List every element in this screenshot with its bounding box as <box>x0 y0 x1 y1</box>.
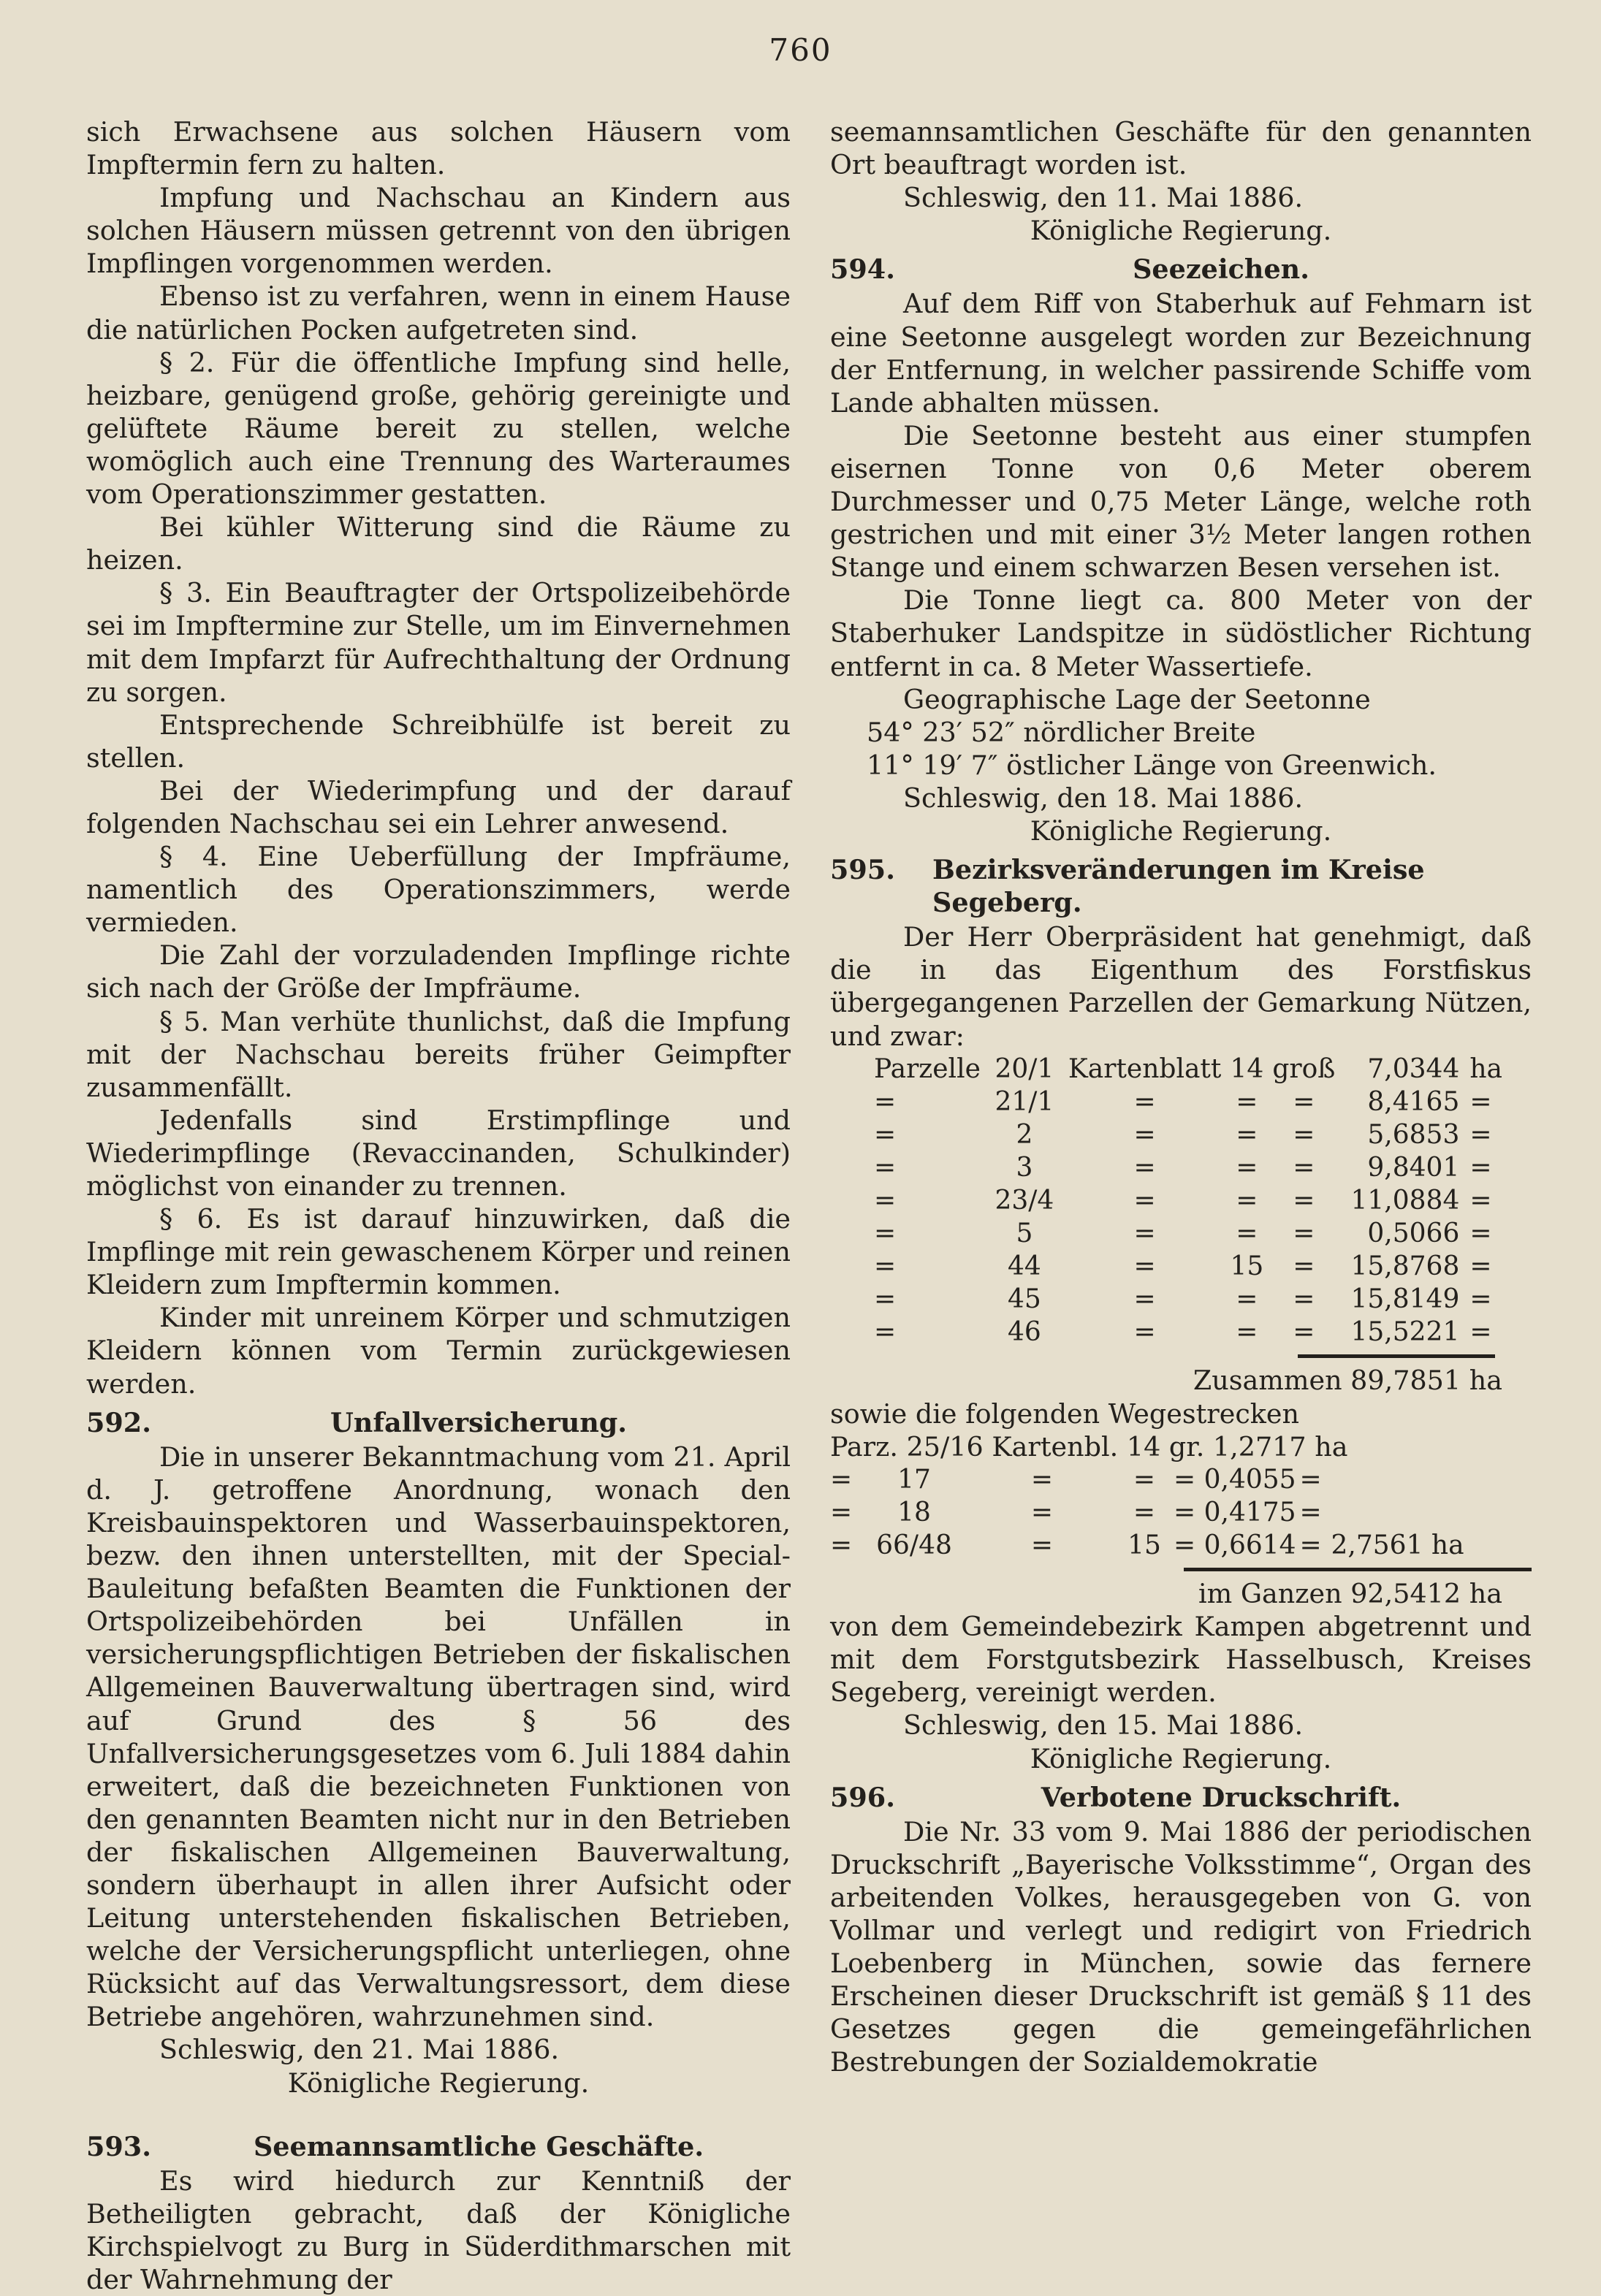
table-cell: = <box>874 1186 897 1216</box>
signature-place-date: Schleswig, den 18. Mai 1886. <box>903 782 1304 814</box>
paragraph: § 6. Es ist darauf hinzuwirken, daß die Impflinge mit rein gewaschenem Körper und reinen Kleidern zum Impftermin kommen. <box>86 1203 791 1301</box>
paragraph: Die Seetonne besteht aus einer stumpfen eisernen Tonne von 0,6 Meter oberem Durchmesser und 0,75 Meter Länge, welche roth gestrichen und mit einer 3½ Meter langen rothen Stange und einem schwarzen Besen versehen ist. <box>830 419 1532 584</box>
table-cell: = <box>1293 1218 1315 1249</box>
table-cell: = <box>1469 1119 1492 1150</box>
table-row <box>830 1151 1521 1184</box>
table-cell: 14 <box>1230 1053 1264 1084</box>
table-cell: = <box>1133 1152 1156 1183</box>
table-cell: = <box>830 1530 853 1560</box>
table-cell: 5 <box>1016 1218 1033 1249</box>
table-cell: 45 <box>1007 1284 1041 1315</box>
table-row <box>830 1086 1521 1118</box>
table-cell: = <box>1236 1152 1258 1183</box>
section-number: 594. <box>830 253 895 286</box>
table-cell: = <box>830 1497 853 1528</box>
table-row <box>830 1053 1521 1086</box>
table-row <box>830 1529 1464 1562</box>
table-cell: = <box>874 1086 897 1117</box>
table-cell: = <box>1293 1086 1315 1117</box>
table-cell: = <box>1293 1119 1315 1150</box>
table-cell: 17 <box>897 1464 931 1495</box>
paragraph: Die in unserer Bekanntmachung vom 21. April d. J. getroffene Anordnung, wonach den Kreisbauinspektoren und Wasserbauinspektoren, bezw. den ihnen unterstellten, mit der Special-Bauleitung befaßten Beamten die Funktionen der Ortspolizeibehörden bei Unfällen in versicherungspflichtigen Betrieben der fiskalischen Allgemeinen Bauverwaltung übertragen sind, wird auf Grund des § 56 des Unfallversicherungsgesetzes vom 6. Juli 1884 dahin erweitert, daß die bezeichneten Funktionen von den genannten Beamten nicht nur in den Betrieben der fiskalischen Allgemeinen Bauverwaltung, sondern überhaupt in allen ihrer Aufsicht oder Leitung unterstehenden fiskalischen Betrieben, welche der Versicherungspflicht unterliegen, ohne Rücksicht auf das Verwaltungsressort, dem diese Betriebe angehören, wahrzunehmen sind. <box>86 1441 791 2033</box>
paragraph: § 3. Ein Beauftragter der Ortspolizeibehörde sei im Impftermine zur Stelle, um im Einvernehmen mit dem Impfarzt für Aufrechthaltung der Ordnung zu sorgen. <box>86 577 791 708</box>
table-cell: = <box>1293 1152 1315 1183</box>
paragraph: Jedenfalls sind Erstimpflinge und Wiederimpflinge (Revaccinanden, Schulkinder) möglichst von einander zu trennen. <box>86 1104 791 1202</box>
table-cell: = <box>1133 1218 1156 1249</box>
table-cell: = <box>1469 1086 1492 1117</box>
section-heading-595 <box>830 853 1532 919</box>
paragraph: Die Nr. 33 vom 9. Mai 1886 der periodischen Druckschrift „Bayerische Volksstimme“, Organ des arbeitenden Volkes, herausgegeben von G. von Vollmar und verlegt und redigirt von Friedrich Loebenberg in München, sowie das fernere Erscheinen dieser Druckschrift ist gemäß § 11 des Gesetzes gegen die gemeingefährlichen Bestrebungen der Sozialdemokratie <box>830 1815 1532 2078</box>
section-number: 592. <box>86 1406 151 1438</box>
table-row <box>830 1217 1521 1250</box>
table-row <box>830 1250 1521 1283</box>
table-cell: 3 <box>1016 1152 1033 1183</box>
signature-place-date: Schleswig, den 11. Mai 1886. <box>903 182 1304 214</box>
signature-authority: Königliche Regierung. <box>287 2067 590 2099</box>
paragraph: sich Erwachsene aus solchen Häusern vom Impftermin fern zu halten. <box>86 116 791 181</box>
signature-authority: Königliche Regierung. <box>1030 1742 1332 1774</box>
signature-place-date: Schleswig, den 21. Mai 1886. <box>159 2034 560 2066</box>
table-cell: = <box>1299 1530 1322 1560</box>
table-cell: = <box>874 1251 897 1282</box>
table-cell: ha <box>1469 1053 1503 1084</box>
table-cell: = <box>830 1464 853 1495</box>
table-row <box>830 1463 1464 1496</box>
section-title: Seezeichen. <box>1133 253 1309 286</box>
table-cell: = <box>1133 1251 1156 1282</box>
table-cell: 15,8149 <box>1350 1284 1460 1315</box>
table-cell: 11,0884 <box>1350 1186 1460 1216</box>
table-cell: = <box>1299 1464 1322 1495</box>
section-heading-592 <box>86 1406 791 1439</box>
paragraph: Kinder mit unreinem Körper und schmutzigen Kleidern können vom Termin zurückgewiesen werden. <box>86 1302 791 1400</box>
geo-heading: Geographische Lage der Seetonne <box>903 683 1371 715</box>
table-cell: = <box>1133 1497 1156 1528</box>
table-cell: = <box>1133 1186 1156 1216</box>
table-cell: = <box>874 1284 897 1315</box>
table-cell: = <box>1469 1218 1492 1249</box>
section-heading-594 <box>830 253 1532 286</box>
table-cell: = <box>1236 1317 1258 1348</box>
table-cell: groß <box>1272 1053 1336 1084</box>
table-cell: = <box>1030 1464 1054 1495</box>
parcel-total: Zusammen 89,7851 ha <box>1193 1365 1502 1397</box>
table-cell <box>1326 1463 1464 1496</box>
paragraph: Bei der Wiederimpfung und der darauf folgenden Nachschau sei ein Lehrer anwesend. <box>86 774 791 839</box>
table-cell: = <box>1469 1152 1492 1183</box>
table-cell: = <box>1133 1464 1156 1495</box>
table-cell: = <box>1469 1317 1492 1348</box>
geo-longitude: 11° 19′ 7″ östlicher Länge von Greenwich. <box>867 749 1437 781</box>
table-cell: 5,6853 <box>1367 1119 1460 1150</box>
table-row <box>830 1118 1521 1151</box>
sum-rule <box>1298 1354 1495 1358</box>
paragraph: § 5. Man verhüte thunlichst, daß die Impfung mit der Nachschau bereits früher Geimpfter zusammenfällt. <box>86 1005 791 1103</box>
table-cell: 44 <box>1007 1251 1041 1282</box>
table-cell <box>1326 1496 1464 1529</box>
table-cell: = <box>1469 1251 1492 1282</box>
table-cell: = <box>874 1119 897 1150</box>
section-title: Bezirksveränderungen im Kreise Segeberg. <box>932 854 1425 919</box>
paragraph: § 4. Eine Ueberfüllung der Impfräume, namentlich des Operationszimmers, werde vermieden. <box>86 841 791 939</box>
table-cell: 8,4165 <box>1367 1086 1460 1117</box>
section-number: 593. <box>86 2130 151 2162</box>
table-cell: 7,0344 <box>1367 1053 1460 1084</box>
left-column <box>86 115 791 2296</box>
paragraph: Entsprechende Schreibhülfe ist bereit zu stellen. <box>86 709 791 774</box>
section-number: 595. <box>830 854 895 886</box>
table-cell: = 0,4175 <box>1174 1497 1296 1528</box>
table-cell: = <box>1133 1284 1156 1315</box>
signature-place-date: Schleswig, den 15. Mai 1886. <box>903 1709 1304 1742</box>
paragraph: Auf dem Riff von Staberhuk auf Fehmarn ist eine Seetonne ausgelegt worden zur Bezeichnung der Entfernung, in welcher passirende Schiffe vom Lande abhalten müssen. <box>830 288 1532 419</box>
table-cell: = <box>1236 1284 1258 1315</box>
section-number: 596. <box>830 1781 895 1813</box>
table-cell: = <box>1293 1251 1315 1282</box>
table-cell: = 0,4055 <box>1174 1464 1296 1495</box>
parcel-table <box>830 1053 1521 1349</box>
table-cell: = <box>1469 1186 1492 1216</box>
ways-table <box>830 1463 1464 1562</box>
section-title: Seemannsamtliche Geschäfte. <box>253 2130 704 2162</box>
table-cell: 15,5221 <box>1350 1317 1460 1348</box>
table-cell: 21/1 <box>995 1086 1054 1117</box>
table-cell: 15 <box>1230 1251 1264 1282</box>
table-cell: = <box>1236 1218 1258 1249</box>
table-row <box>830 1184 1521 1217</box>
table-cell: Kartenblatt <box>1068 1053 1222 1084</box>
table-cell: 15,8768 <box>1350 1251 1460 1282</box>
table-row <box>830 1316 1521 1349</box>
table-cell: 23/4 <box>995 1186 1054 1216</box>
paragraph: Impfung und Nachschau an Kindern aus solchen Häusern müssen getrennt von den übrigen Impflingen vorgenommen werden. <box>86 182 791 280</box>
table-cell: = <box>1133 1317 1156 1348</box>
table-row <box>830 1283 1521 1316</box>
table-cell: = <box>1133 1086 1156 1117</box>
paragraph: seemannsamtlichen Geschäfte für den genannten Ort beauftragt worden ist. <box>830 116 1532 181</box>
table-cell: = <box>1133 1119 1156 1150</box>
paragraph: Die Zahl der vorzuladenden Impflinge richte sich nach der Größe der Impfräume. <box>86 939 791 1004</box>
page-number: 760 <box>769 32 832 68</box>
table-row <box>830 1496 1464 1529</box>
paragraph: Bei kühler Witterung sind die Räume zu heizen. <box>86 511 791 576</box>
paragraph: von dem Gemeindebezirk Kampen abgetrennt und mit dem Forstgutsbezirk Hasselbusch, Kreises Segeberg, vereinigt werden. <box>830 1611 1532 1709</box>
table-cell: 18 <box>897 1497 931 1528</box>
table-cell: = <box>1236 1186 1258 1216</box>
signature-authority: Königliche Regierung. <box>1030 815 1332 847</box>
table-cell: = <box>874 1218 897 1249</box>
table-cell: = <box>1469 1284 1492 1315</box>
table-cell: = <box>874 1317 897 1348</box>
ways-first-row: Parz. 25/16 Kartenbl. 14 gr. 1,2717 ha <box>830 1430 1348 1462</box>
ways-intro: sowie die folgenden Wegestrecken <box>830 1397 1299 1430</box>
section-heading-596 <box>830 1781 1532 1814</box>
table-cell: = <box>1293 1186 1315 1216</box>
table-cell: 15 <box>1127 1530 1161 1560</box>
table-cell: = 0,6614 <box>1174 1530 1296 1560</box>
paragraph: Es wird hiedurch zur Kenntniß der Betheiligten gebracht, daß der Königliche Kirchspielvogt zu Burg in Süderdithmarschen mit der Wahrnehmung der <box>86 2165 791 2295</box>
sum-rule <box>1184 1568 1532 1571</box>
table-cell: 2 <box>1016 1119 1033 1150</box>
table-cell: = <box>1236 1086 1258 1117</box>
table-cell: 66/48 <box>876 1530 952 1560</box>
table-cell: = <box>1299 1497 1322 1528</box>
geo-latitude: 54° 23′ 52″ nördlicher Breite <box>867 716 1256 748</box>
table-cell: 2,7561 ha <box>1331 1530 1464 1560</box>
table-cell: 46 <box>1007 1317 1041 1348</box>
section-title: Unfallversicherung. <box>330 1406 628 1438</box>
paragraph: § 2. Für die öffentliche Impfung sind helle, heizbare, genügend große, gehörig gereinigte und gelüftete Räume bereit zu stellen, welche womöglich auch eine Trennung des Warteraumes vom Operationszimmer gestatten. <box>86 346 791 511</box>
table-cell: = <box>1030 1497 1054 1528</box>
section-heading-593 <box>86 2130 791 2163</box>
signature-authority: Königliche Regierung. <box>1030 215 1332 247</box>
table-cell: 20/1 <box>995 1053 1054 1084</box>
table-cell: Parzelle <box>874 1053 981 1084</box>
table-cell: = <box>1293 1317 1315 1348</box>
paragraph: Die Tonne liegt ca. 800 Meter von der Staberhuker Landspitze in südöstlicher Richtung entfernt in ca. 8 Meter Wassertiefe. <box>830 584 1532 682</box>
table-cell: 0,5066 <box>1367 1218 1460 1249</box>
table-cell: = <box>874 1152 897 1183</box>
paragraph: Der Herr Oberpräsident hat genehmigt, daß die in das Eigenthum des Forstfiskus übergegangenen Parzellen der Gemarkung Nützen, und zwar: <box>830 921 1532 1052</box>
right-column <box>830 115 1532 2078</box>
paragraph: Ebenso ist zu verfahren, wenn in einem Hause die natürlichen Pocken aufgetreten sind. <box>86 281 791 346</box>
table-cell: = <box>1236 1119 1258 1150</box>
table-cell: 9,8401 <box>1367 1152 1460 1183</box>
grand-total: im Ganzen 92,5412 ha <box>1198 1578 1502 1610</box>
section-title: Verbotene Druckschrift. <box>1041 1781 1402 1813</box>
table-cell: = <box>1030 1530 1054 1560</box>
table-cell: = <box>1293 1284 1315 1315</box>
